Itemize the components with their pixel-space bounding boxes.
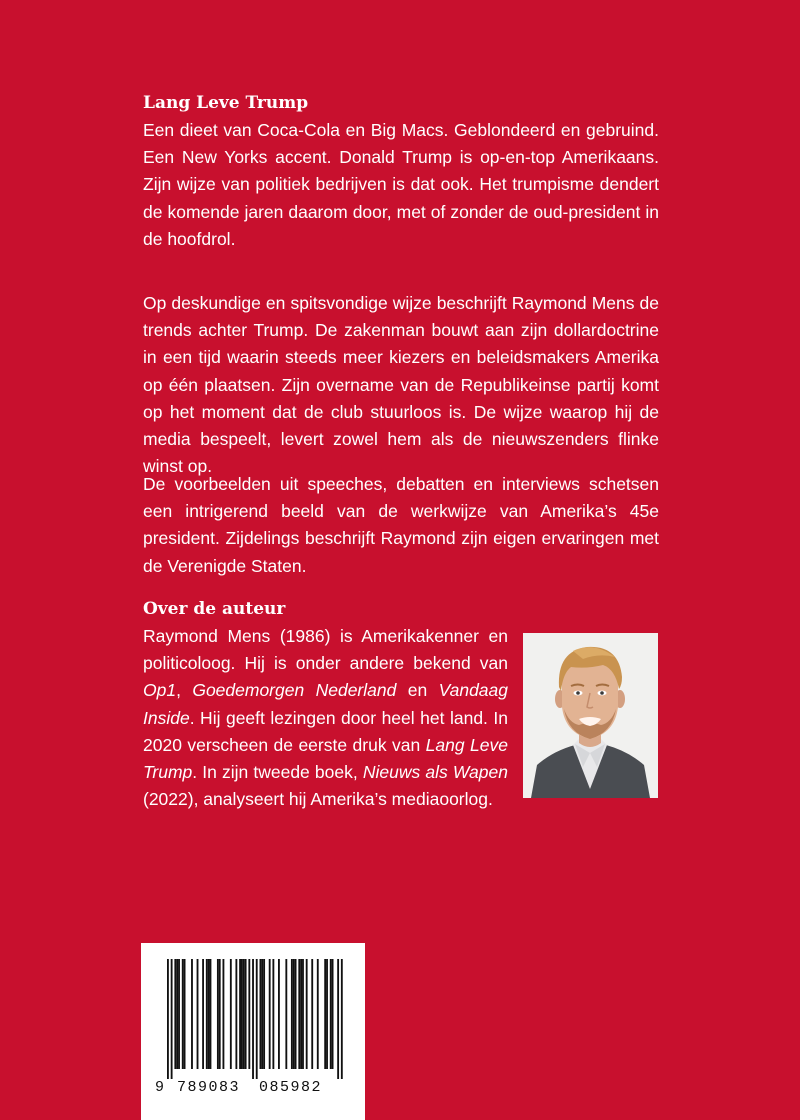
barcode-bar bbox=[206, 959, 208, 1069]
barcode-bar bbox=[298, 959, 300, 1069]
bio-text: (2022), analyseert hij Amerika’s mediaoorlog. bbox=[143, 789, 493, 810]
barcode-bar bbox=[285, 959, 287, 1069]
barcode-bar bbox=[332, 959, 334, 1069]
barcode-bar bbox=[317, 959, 319, 1069]
barcode-bar bbox=[239, 959, 241, 1069]
barcode-bar bbox=[245, 959, 247, 1069]
barcode-bar bbox=[252, 959, 254, 1079]
bio-text: . Hij geeft lezingen door heel het land. In 2020 verscheen de eerste druk van bbox=[143, 707, 508, 755]
barcode-bar bbox=[326, 959, 328, 1069]
barcode-bar bbox=[300, 959, 302, 1069]
barcode-bar bbox=[230, 959, 232, 1069]
author-bio-paragraph bbox=[143, 623, 508, 813]
barcode-bar bbox=[260, 959, 262, 1069]
barcode-bar bbox=[291, 959, 293, 1069]
examples-paragraph: De voorbeelden uit speeches, debatten en interviews schetsen een intrigerend beeld van de werkwijze van Amerika’s 45e president. Zijdelings beschrijft Raymond zijn eigen ervaringen met de Verenigde Staten. bbox=[143, 474, 659, 576]
barcode-bar bbox=[171, 959, 173, 1079]
barcode-bar bbox=[337, 959, 339, 1079]
isbn-left-group: 789083 bbox=[177, 1079, 241, 1096]
barcode-bar bbox=[248, 959, 250, 1069]
barcode-bar bbox=[184, 959, 186, 1069]
author-bio bbox=[143, 623, 508, 813]
author-photo bbox=[523, 633, 658, 798]
barcode-bar bbox=[293, 959, 295, 1069]
barcode-bar bbox=[302, 959, 304, 1069]
trends-section bbox=[143, 290, 659, 480]
barcode-bar bbox=[243, 959, 245, 1069]
barcode-bar bbox=[278, 959, 280, 1069]
barcode-bar bbox=[263, 959, 265, 1069]
book-title-heading: Lang Leve Trump bbox=[143, 93, 309, 113]
bio-text: Raymond Mens (1986) is Amerikakenner en politicoloog. Hij is onder andere bekend van bbox=[143, 626, 508, 674]
author-heading-block bbox=[143, 596, 659, 623]
book-title: Nieuws als Wapen bbox=[362, 762, 508, 783]
trends-paragraph: Op deskundige en spitsvondige wijze beschrijft Raymond Mens de trends achter Trump. De zakenman bouwt aan zijn dollardoctrine in een tijd waarin steeds meer kiezers en beleidsmakers Amerika op één plaatsen. Zijn overname van de Republikeinse partij komt op het moment dat de club stuurloos is. De wijze waarop hij de media bespeelt, levert zowel hem als de nieuwszenders flinke winst op. bbox=[143, 293, 659, 477]
barcode-bar bbox=[182, 959, 184, 1069]
barcode-bar bbox=[197, 959, 199, 1069]
barcode-bar bbox=[269, 959, 271, 1069]
barcode-bar bbox=[219, 959, 221, 1069]
barcode-bar bbox=[208, 959, 210, 1069]
show-title: Goedemorgen Nederland bbox=[192, 680, 397, 701]
author-heading: Over de auteur bbox=[143, 599, 286, 619]
barcode-bar bbox=[167, 959, 169, 1079]
barcode-icon bbox=[141, 943, 365, 1079]
barcode-bar bbox=[330, 959, 332, 1069]
barcode-bar bbox=[176, 959, 178, 1069]
barcode-area bbox=[141, 943, 365, 1120]
barcode-bar bbox=[178, 959, 180, 1069]
barcode-bar bbox=[324, 959, 326, 1069]
barcode-bar bbox=[202, 959, 204, 1069]
book-description bbox=[143, 90, 659, 253]
barcode-bar bbox=[311, 959, 313, 1069]
examples-section bbox=[143, 471, 659, 580]
isbn-lead-digit: 9 bbox=[155, 1079, 165, 1096]
barcode-bar bbox=[341, 959, 343, 1079]
barcode-bar bbox=[306, 959, 308, 1069]
barcode-bar bbox=[223, 959, 225, 1069]
barcode-bar bbox=[210, 959, 212, 1069]
bio-text: en bbox=[396, 680, 439, 701]
barcode-bar bbox=[256, 959, 258, 1079]
bio-text: , bbox=[176, 680, 193, 701]
bio-text: . In zijn tweede boek, bbox=[192, 762, 363, 783]
barcode-bar bbox=[241, 959, 243, 1069]
barcode-bar bbox=[272, 959, 274, 1069]
show-title: Vandaag Inside bbox=[143, 680, 508, 728]
show-title: Op1 bbox=[143, 680, 177, 701]
isbn-right-group: 085982 bbox=[259, 1079, 323, 1096]
barcode-bar bbox=[295, 959, 297, 1069]
barcode-bar bbox=[217, 959, 219, 1069]
book-title: Lang Leve Trump bbox=[143, 734, 508, 783]
barcode-bar bbox=[191, 959, 193, 1069]
barcode-bar bbox=[235, 959, 237, 1069]
intro-paragraph: Een dieet van Coca-Cola en Big Macs. Geblondeerd en gebruind. Een New Yorks accent. Donald Trump is op-en-top Amerikaans. Zijn wijze van politiek bedrijven is dat ook. Het trumpisme dendert de komende jaren daarom door, met of zonder de oud-president in de hoofdrol. bbox=[143, 120, 659, 249]
barcode-bar bbox=[261, 959, 263, 1069]
author-portrait-illustration bbox=[523, 633, 658, 798]
barcode-bar bbox=[174, 959, 176, 1069]
